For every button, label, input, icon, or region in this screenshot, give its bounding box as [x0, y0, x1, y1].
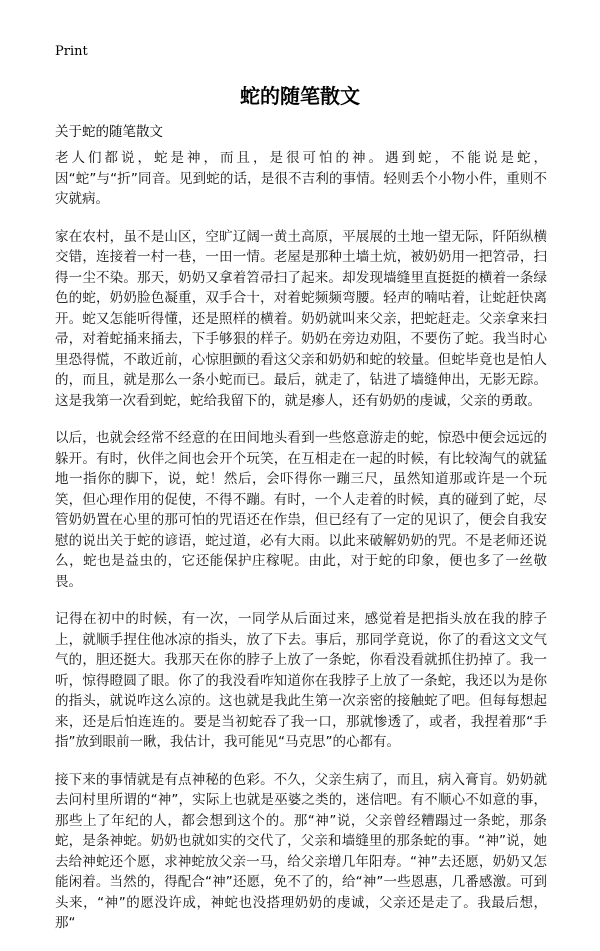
page-title: 蛇的随笔散文 — [240, 84, 360, 108]
paragraph: 老人们都说，蛇是神，而且，是很可怕的神。遇到蛇，不能说是蛇，因“蛇”与“折”同音。见到蛇的话，是很不吉利的事情。轻则丢个小物小件，重则不灾就病。 — [55, 150, 547, 207]
page-subtitle: 关于蛇的随笔散文 — [55, 124, 163, 140]
paragraph: 家在农村，虽不是山区，空旷辽阔一黄土高原，平展展的土地一望无际，阡陌纵横交错，连接着一村一巷，一田一情。老屋是那种土墙土炕，被奶奶用一把笤帚，扫得一尘不染。那天，奶奶又拿着笤帚扫了起来。却发现墙缝里直挺挺的横着一条绿色的蛇，奶奶脸色凝重，双手合十，对着蛇频频弯腰。轻声的喃咕着，让蛇赶快离开。蛇又怎能听得懂，还是照样的横着。奶奶就叫来父亲，把蛇赶走。父亲拿来扫帚，对着蛇捅来捅去，下手够狠的样子。奶奶在旁边劝阻，不要伤了蛇。我当时心里恐得慌，不敢近前，心惊胆颤的看这父亲和奶奶和蛇的较量。但蛇毕竟也是怕人的，而且，就是那么一条小蛇而已。最后，就走了，钻进了墙缝伸出，无影无踪。这是我第一次看到蛇，蛇给我留下的，就是瘆人，还有奶奶的虔诚，父亲的勇敢。 — [55, 228, 547, 409]
paragraph: 以后，也就会经常不经意的在田间地头看到一些悠意游走的蛇，惊恐中便会远远的躲开。有时，伙伴之间也会开个玩笑，在互相走在一起的时候，有比较淘气的就猛地一指你的脚下，说，蛇！然后，会吓得你一蹦三尺，虽然知道那或许是一个玩笑，但心理作用的促使，不得不蹦。有时，一个人走着的时候，真的碰到了蛇，尽管奶奶置在心里的那可怕的咒语还在作祟，但已经有了一定的见识了，便会自我安慰的说出关于蛇的谚语，蛇过道，必有大雨。以此来破解奶奶的咒。不是老师还说么，蛇也是益虫的，它还能保护庄稼呢。由此，对于蛇的印象，便也多了一丝敬畏。 — [55, 430, 547, 590]
paragraph: 接下来的事情就是有点神秘的色彩。不久，父亲生病了，而且，病入膏肓。奶奶就去问村里所谓的“神”，实际上也就是巫婆之类的，迷信吧。有不顺心不如意的事，那些上了年纪的人，都会想到这个的。那“神”说，父亲曾经糟蹋过一条蛇，那条蛇，是条神蛇。奶奶也就如实的交代了，父亲和墙缝里的那条蛇的事。“神”说，她去给神蛇还个愿，求神蛇放父亲一马，给父亲增几年阳寿。“神”去还愿，奶奶又怎能闲着。当然的，得配合“神”还愿，免不了的，给“神”一些恩惠，几番感激。可到头来，“神”的愿没许成，神蛇也没搭理奶奶的虔诚，父亲还是走了。我最后想，那“ — [55, 771, 547, 931]
article-body — [55, 148, 547, 951]
paragraph: 记得在初中的时候，有一次，一同学从后面过来，感觉着是把指头放在我的脖子上，就顺手捏住他冰凉的指头，放了下去。事后，那同学竟说，你了的看这文文气气的，胆还挺大。我那天在你的脖子上放了一条蛇，你看没看就抓住扔掉了。我一听，惊得瞪圆了眼。你了的我没看咋知道你在我脖子上放了一条蛇，我还以为是你的指头，就说咋这么凉的。这也就是我此生第一次亲密的接触蛇了吧。但每每想起来，还是后怕连连的。要是当初蛇吞了我一口，那就惨透了，或者，我捏着那“手指”放到眼前一瞅，我估计，我可能见“马克思”的心都有。 — [55, 611, 547, 750]
print-label: Print — [55, 44, 88, 59]
